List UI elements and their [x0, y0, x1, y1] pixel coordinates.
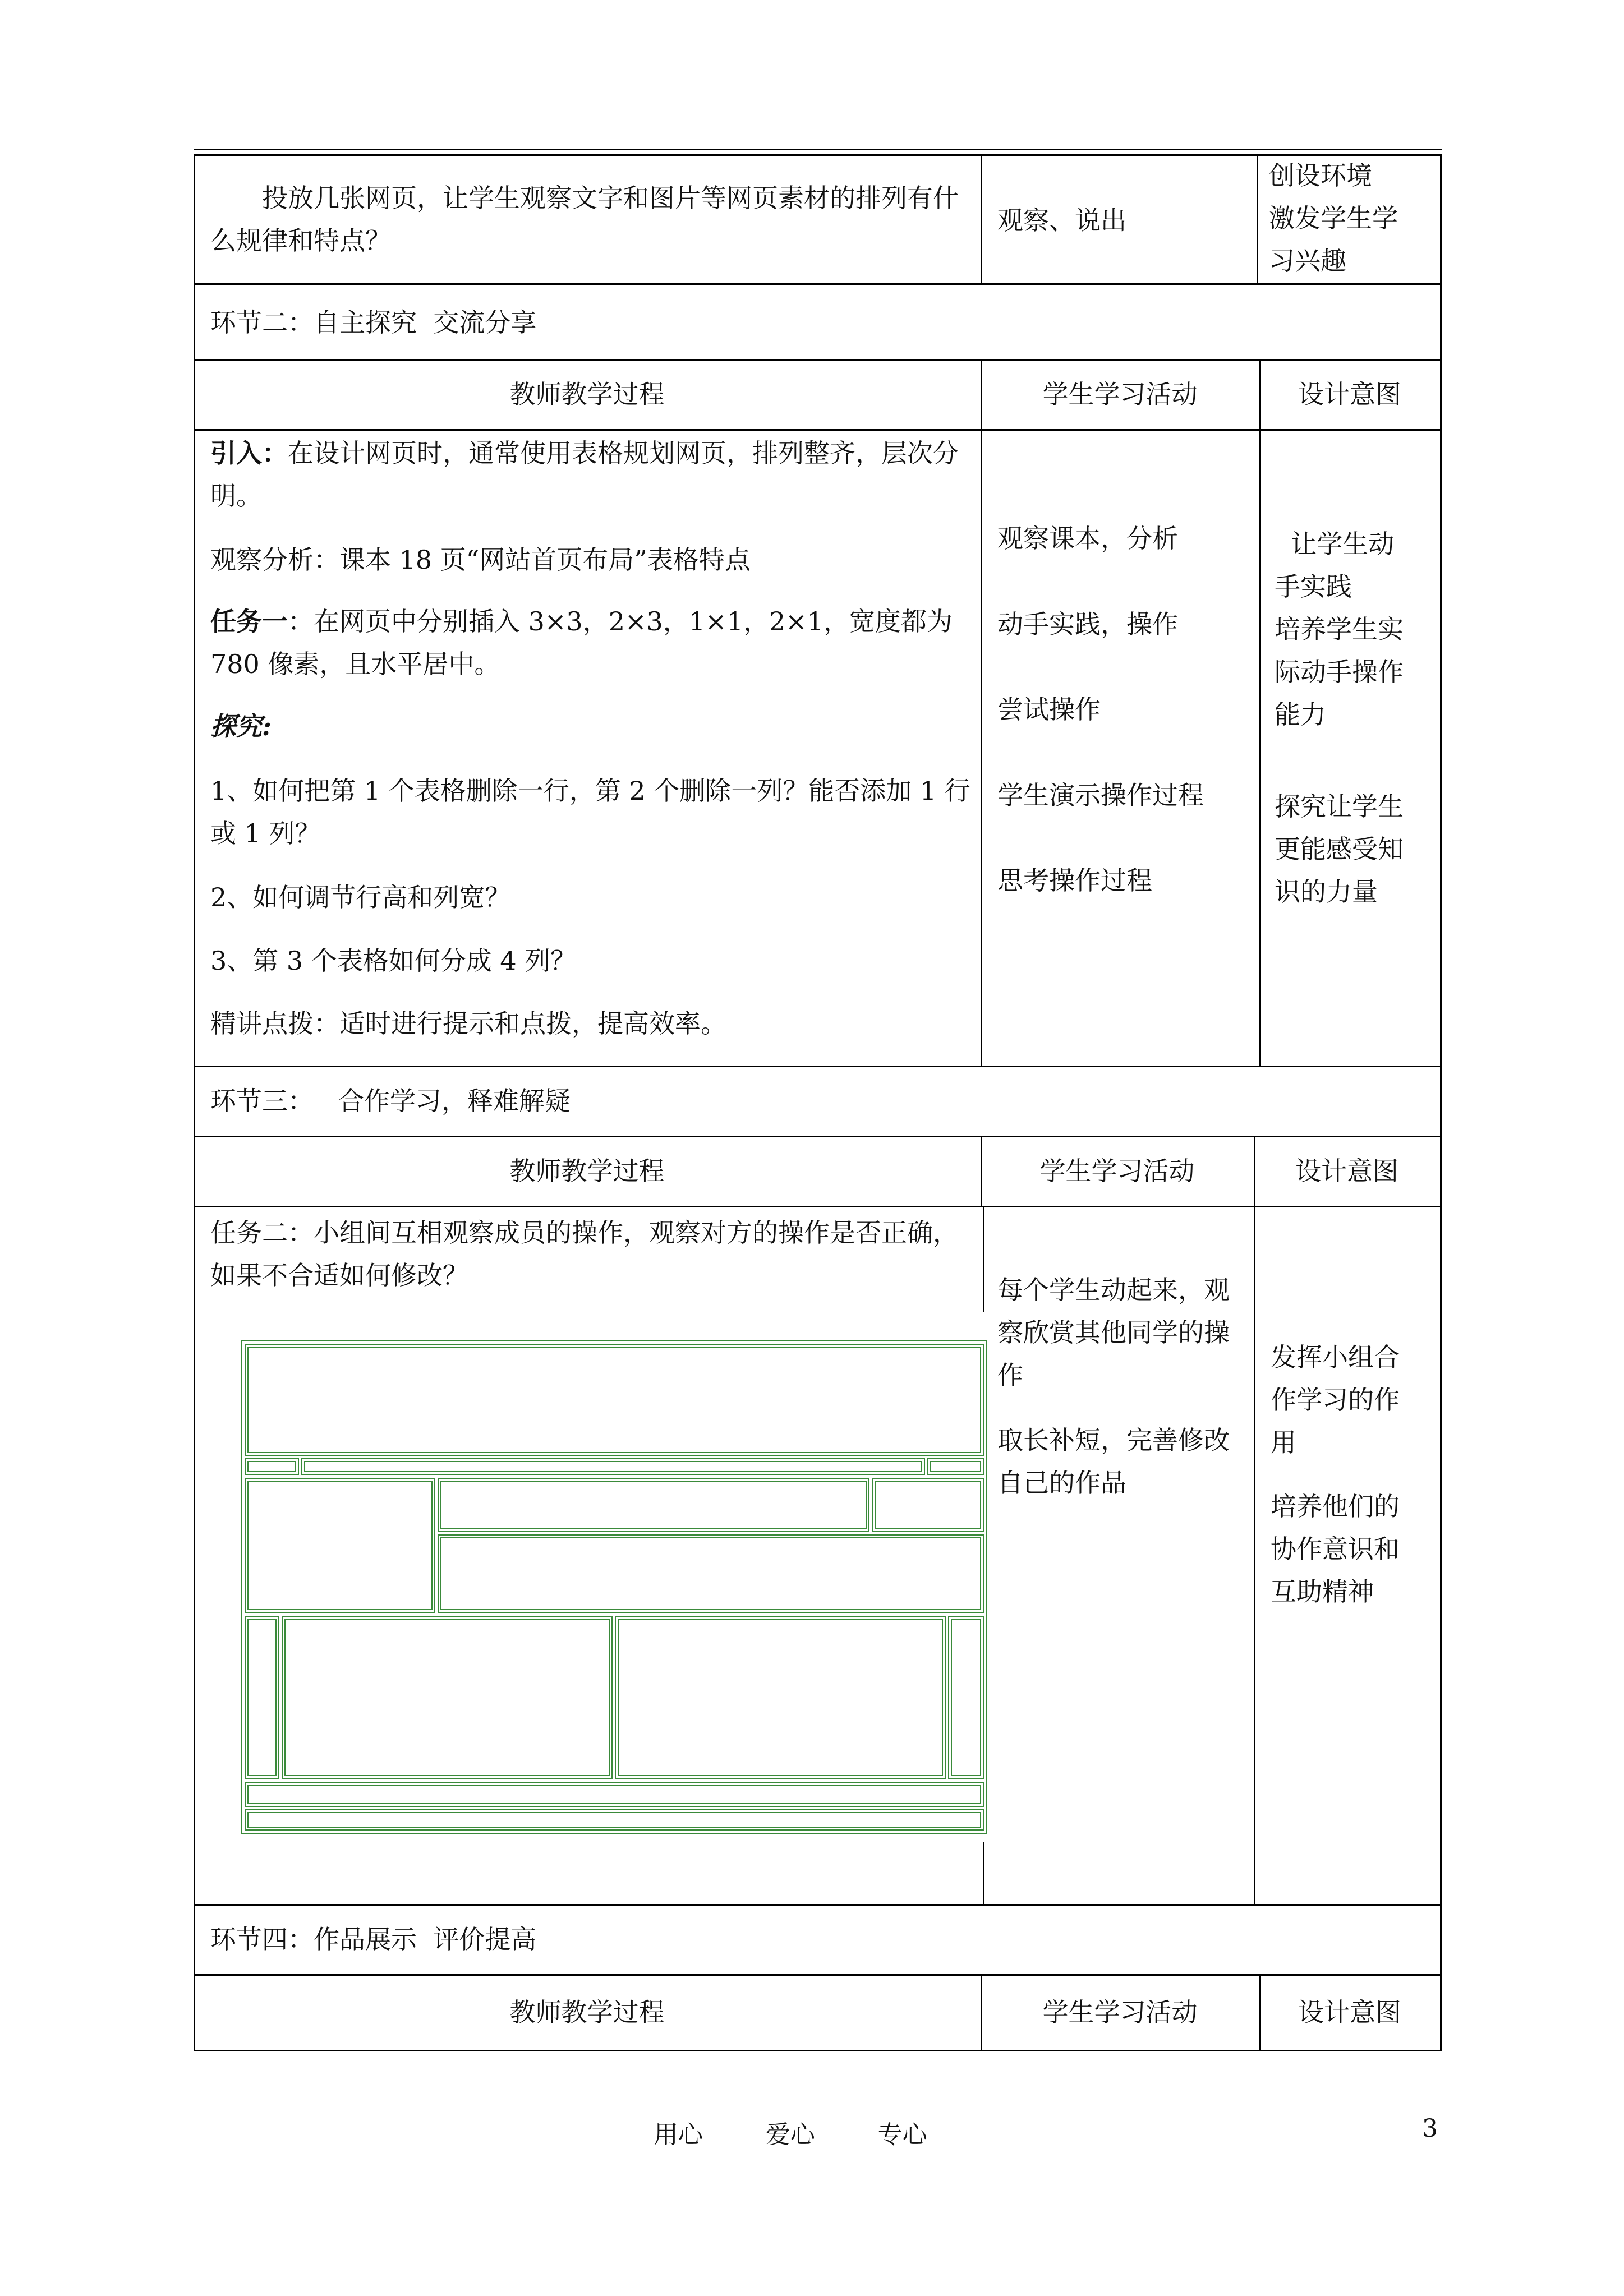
layout-banner-cell — [245, 1344, 984, 1456]
section2-observe: 观察分析：课本 18 页“网站首页布局”表格特点 — [210, 545, 751, 575]
section2-header-student: 学生学习活动 — [1042, 379, 1198, 409]
table-border-top — [194, 154, 1442, 156]
table-row-line — [194, 1066, 1442, 1067]
section3-student-2: 取长补短，完善修改自己的作品 — [997, 1425, 1230, 1498]
table-row-line — [194, 1974, 1442, 1976]
section3-intent-1: 发挥小组合 作学习的作 用 — [1271, 1342, 1400, 1458]
table-row-line — [194, 1904, 1442, 1906]
column-line — [981, 154, 982, 283]
section2-student-1: 观察课本，分析 — [997, 523, 1178, 554]
section3-header-intent: 设计意图 — [1295, 1156, 1398, 1186]
table-row-line — [194, 429, 1442, 431]
section2-intent-2: 探究让学生 更能感受知 识的力量 — [1275, 791, 1404, 907]
layout-sidebar-cell — [245, 1478, 435, 1613]
layout-column-cell — [615, 1616, 946, 1779]
table-row-line — [194, 359, 1442, 361]
column-line — [981, 359, 982, 1066]
section3-intent-2: 培养他们的 协作意识和 互助精神 — [1271, 1491, 1400, 1607]
section2-student-3: 尝试操作 — [997, 694, 1101, 725]
task-one-text: ：在网页中分别插入 3×3，2×3，1×1，2×1，宽度都为 780 像素，且水平居中。 — [210, 606, 961, 679]
section2-header-teacher: 教师教学过程 — [509, 379, 665, 409]
layout-nav-cell — [245, 1458, 299, 1475]
layout-footer-cell — [245, 1809, 984, 1831]
section4-header-student: 学生学习活动 — [1042, 1997, 1198, 2027]
intro-student-activity: 观察、说出 — [997, 205, 1126, 236]
layout-column-cell — [245, 1616, 279, 1779]
section2-intro — [210, 432, 970, 517]
column-line — [1254, 1136, 1255, 1904]
section2-intent-1: 让学生动 手实践 培养学生实 际动手操作 能力 — [1275, 529, 1404, 730]
column-line — [983, 1206, 984, 1312]
section2-explore-label: 探究: — [210, 711, 272, 741]
layout-content-cell — [872, 1478, 984, 1532]
section4-header-teacher: 教师教学过程 — [509, 1997, 665, 2027]
section3-header-student: 学生学习活动 — [1039, 1156, 1195, 1186]
footer-motto: 用心 爱心 专心 — [654, 2120, 927, 2149]
layout-column-cell — [948, 1616, 984, 1779]
section4-header-intent: 设计意图 — [1298, 1997, 1401, 2027]
section2-student-2: 动手实践，操作 — [997, 609, 1178, 639]
column-line — [983, 1842, 984, 1904]
intro-design-intent: 创设环境 激发学生学 习兴趣 — [1269, 160, 1398, 276]
section2-task-one — [210, 600, 970, 685]
layout-content-cell — [438, 1534, 984, 1613]
section2-question-2: 2、如何调节行高和列宽？ — [210, 882, 511, 912]
section2-question-3: 3、第 3 个表格如何分成 4 列？ — [210, 946, 577, 976]
table-border-bottom — [194, 2050, 1442, 2051]
section3-task-two: 任务二：小组间互相观察成员的操作，观察对方的操作是否正确，如果不合适如何修改？ — [210, 1218, 959, 1290]
table-row-line — [194, 283, 1442, 285]
column-line — [1259, 359, 1261, 1066]
intro-teacher-text: 投放几张网页，让学生观察文字和图片等网页素材的排列有什么规律和特点？ — [210, 183, 959, 256]
intro-text: 在设计网页时，通常使用表格规划网页，排列整齐，层次分明。 — [210, 438, 959, 511]
layout-footer-cell — [245, 1782, 984, 1807]
section2-guide: 精讲点拨：适时进行提示和点拨，提高效率。 — [210, 1008, 726, 1039]
layout-column-cell — [282, 1616, 613, 1779]
page-layout-diagram — [241, 1340, 987, 1834]
table-border-right — [1440, 154, 1442, 2051]
table-border-left — [194, 154, 195, 2051]
page-number: 3 — [1422, 2114, 1438, 2143]
task-one-label: 任务一 — [210, 606, 288, 637]
section2-student-5: 思考操作过程 — [997, 865, 1152, 896]
section4-title: 环节四：作品展示 评价提高 — [210, 1924, 537, 1954]
section2-title: 环节二：自主探究 交流分享 — [210, 307, 537, 338]
layout-content-cell — [438, 1478, 869, 1532]
layout-nav-cell — [301, 1458, 925, 1475]
section3-header-teacher: 教师教学过程 — [509, 1156, 665, 1186]
intro-label: 引入： — [210, 438, 288, 468]
layout-nav-cell — [927, 1458, 984, 1475]
column-line — [1257, 154, 1258, 283]
section3-title: 环节三： 合作学习，释难解疑 — [210, 1086, 571, 1116]
section3-student-1: 每个学生动起来，观察欣赏其他同学的操作 — [997, 1275, 1230, 1390]
header-rule — [194, 149, 1442, 150]
section2-header-intent: 设计意图 — [1298, 379, 1401, 409]
section2-question-1: 1、如何把第 1 个表格删除一行，第 2 个删除一列？能否添加 1 行或 1 列？ — [210, 776, 970, 849]
section2-student-4: 学生演示操作过程 — [997, 780, 1204, 810]
